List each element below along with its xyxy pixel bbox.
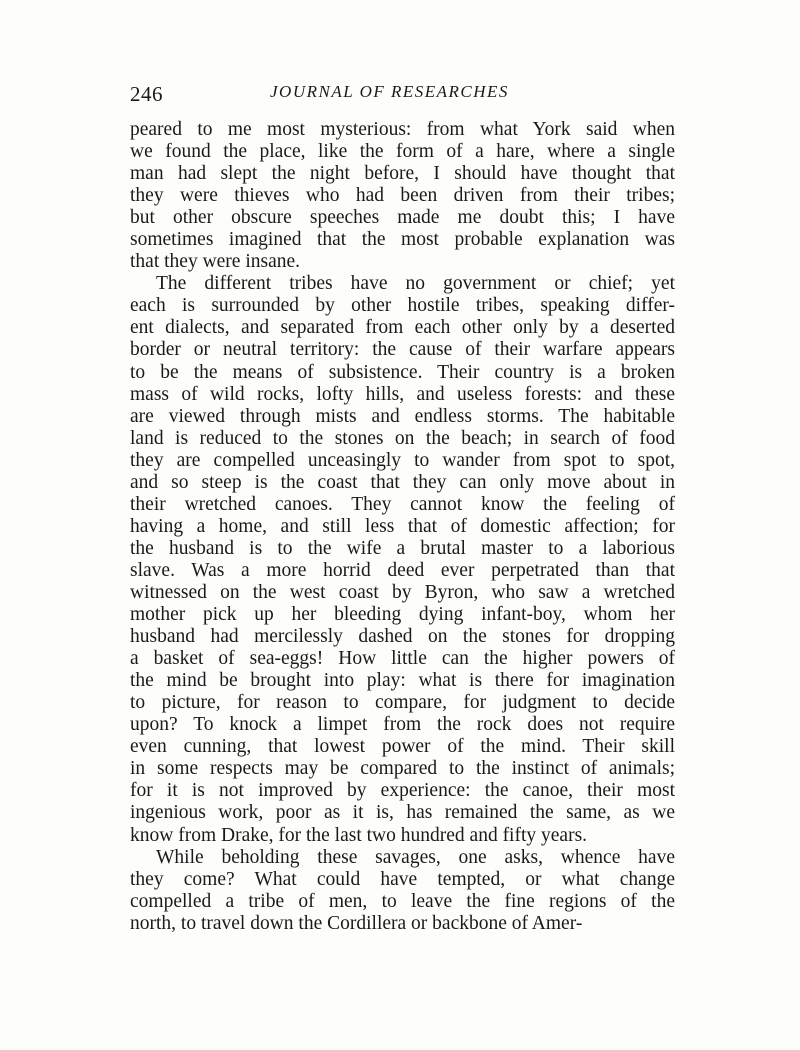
text-line: sometimes imagined that the most probable explanation was <box>130 229 675 251</box>
text-line: compelled a tribe of men, to leave the fine regions of the <box>130 890 675 912</box>
text-line: the mind be brought into play: what is there for imagination <box>130 670 675 692</box>
text-line: border or neutral territory: the cause of their warfare appears <box>130 339 675 361</box>
text-line: husband had mercilessly dashed on the stones for dropping <box>130 626 675 648</box>
text-line: north, to travel down the Cordillera or backbone of Amer- <box>130 912 583 934</box>
text-line: mass of wild rocks, lofty hills, and useless forests: and these <box>130 383 675 405</box>
text-line: they come? What could have tempted, or what change <box>130 868 675 890</box>
text-line: for it is not improved by experience: the canoe, their most <box>130 780 675 802</box>
text-line: and so steep is the coast that they can only move about in <box>130 471 675 493</box>
text-line: to picture, for reason to compare, for judgment to decide <box>130 692 675 714</box>
text-line: ingenious work, poor as it is, has remained the same, as we <box>130 802 675 824</box>
page-number: 246 <box>130 82 163 106</box>
paragraph <box>130 273 675 846</box>
text-line: While beholding these savages, one asks, whence have <box>156 846 675 868</box>
text-line: they were thieves who had been driven from their tribes; <box>130 185 675 207</box>
text-line: The different tribes have no government or chief; yet <box>156 273 675 295</box>
text-line: witnessed on the west coast by Byron, who saw a wretched <box>130 581 675 603</box>
text-line: are viewed through mists and endless storms. The habitable <box>130 405 675 427</box>
text-line: even cunning, that lowest power of the mind. Their skill <box>130 736 675 758</box>
text-line: we found the place, like the form of a hare, where a single <box>130 141 675 163</box>
text-line: the husband is to the wife a brutal master to a laborious <box>130 537 675 559</box>
text-line: man had slept the night before, I should have thought that <box>130 163 675 185</box>
body-text <box>130 119 675 935</box>
text-line: in some respects may be compared to the instinct of animals; <box>130 758 675 780</box>
page-header <box>130 82 675 112</box>
text-line: ent dialects, and separated from each other only by a deserted <box>130 317 675 339</box>
text-line: to be the means of subsistence. Their country is a broken <box>130 361 675 383</box>
paragraph <box>130 847 675 935</box>
text-line: a basket of sea-eggs! How little can the higher powers of <box>130 648 675 670</box>
text-line: having a home, and still less that of domestic affection; for <box>130 515 675 537</box>
text-line: each is surrounded by other hostile tribes, speaking differ- <box>130 295 675 317</box>
text-line: know from Drake, for the last two hundred and fifty years. <box>130 824 588 846</box>
text-line: slave. Was a more horrid deed ever perpetrated than that <box>130 559 675 581</box>
text-line: their wretched canoes. They cannot know the feeling of <box>130 493 675 515</box>
text-line: mother pick up her bleeding dying infant-boy, whom her <box>130 604 675 626</box>
paragraph <box>130 119 675 273</box>
text-line: but other obscure speeches made me doubt this; I have <box>130 207 675 229</box>
running-title: JOURNAL OF RESEARCHES <box>270 82 509 101</box>
text-line: that they were insane. <box>130 251 301 273</box>
text-line: upon? To knock a limpet from the rock does not require <box>130 714 675 736</box>
text-line: land is reduced to the stones on the beach; in search of food <box>130 427 675 449</box>
text-line: they are compelled unceasingly to wander from spot to spot, <box>130 449 675 471</box>
text-line: peared to me most mysterious: from what York said when <box>130 119 675 140</box>
